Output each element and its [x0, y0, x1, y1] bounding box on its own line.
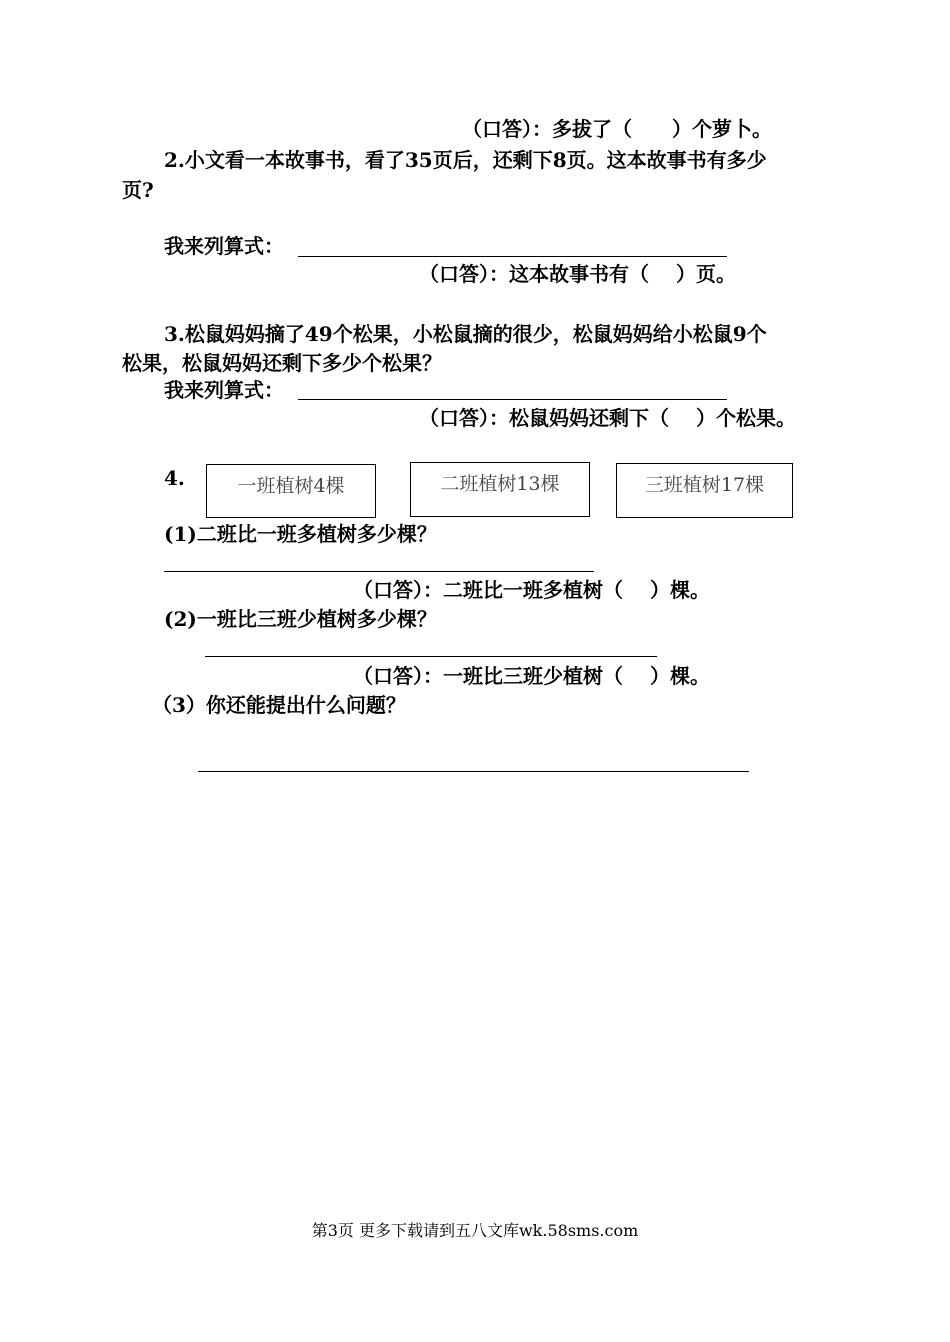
- q2-formula-label: 我来列算式：: [164, 234, 284, 258]
- q4-box-class3: [616, 463, 793, 518]
- q4-sub3-line[interactable]: [198, 771, 749, 772]
- q3-formula-line[interactable]: [298, 399, 727, 400]
- q3-formula-label: 我来列算式：: [164, 378, 284, 402]
- q3-text-line2: 松果，松鼠妈妈还剩下多少个松果？: [122, 351, 442, 375]
- q4-sub2: (2)一班比三班少植树多少棵？: [164, 607, 437, 631]
- q4-box-class3-label: 三班植树17棵: [644, 474, 765, 496]
- q2-answer: （口答）：这本故事书有（ ）页。: [419, 262, 736, 286]
- q4-box-class1: [206, 464, 376, 518]
- q4-answer1: （口答）：二班比一班多植树（ ）棵。: [353, 578, 710, 602]
- q4-box-class1-label: 一班植树4棵: [237, 475, 345, 497]
- q2-formula-line[interactable]: [298, 256, 727, 257]
- q4-box-class2-label: 二班植树13棵: [440, 473, 560, 495]
- q2-text-line1: 2.小文看一本故事书，看了35页后，还剩下8页。这本故事书有多少: [164, 148, 767, 172]
- page-footer: 第3页 更多下载请到五八文库wk.58sms.com: [311, 1221, 639, 1240]
- q3-answer: （口答）：松鼠妈妈还剩下（ ）个松果。: [419, 406, 796, 430]
- q4-sub3: （3）你还能提出什么问题？: [152, 693, 406, 717]
- q4-number: 4.: [164, 466, 185, 490]
- q2-text-line2: 页?: [122, 178, 154, 202]
- q4-box-class2: [410, 462, 590, 517]
- q4-answer2: （口答）：一班比三班少植树（ ）棵。: [353, 664, 710, 688]
- q4-sub1: (1)二班比一班多植树多少棵？: [164, 522, 437, 546]
- q4-sub1-line[interactable]: [164, 571, 594, 572]
- q4-sub2-line[interactable]: [205, 656, 657, 657]
- q3-text-line1: 3.松鼠妈妈摘了49个松果，小松鼠摘的很少，松鼠妈妈给小松鼠9个: [164, 322, 767, 346]
- q1-answer: （口答）：多拔了（ ）个萝卜。: [462, 117, 772, 141]
